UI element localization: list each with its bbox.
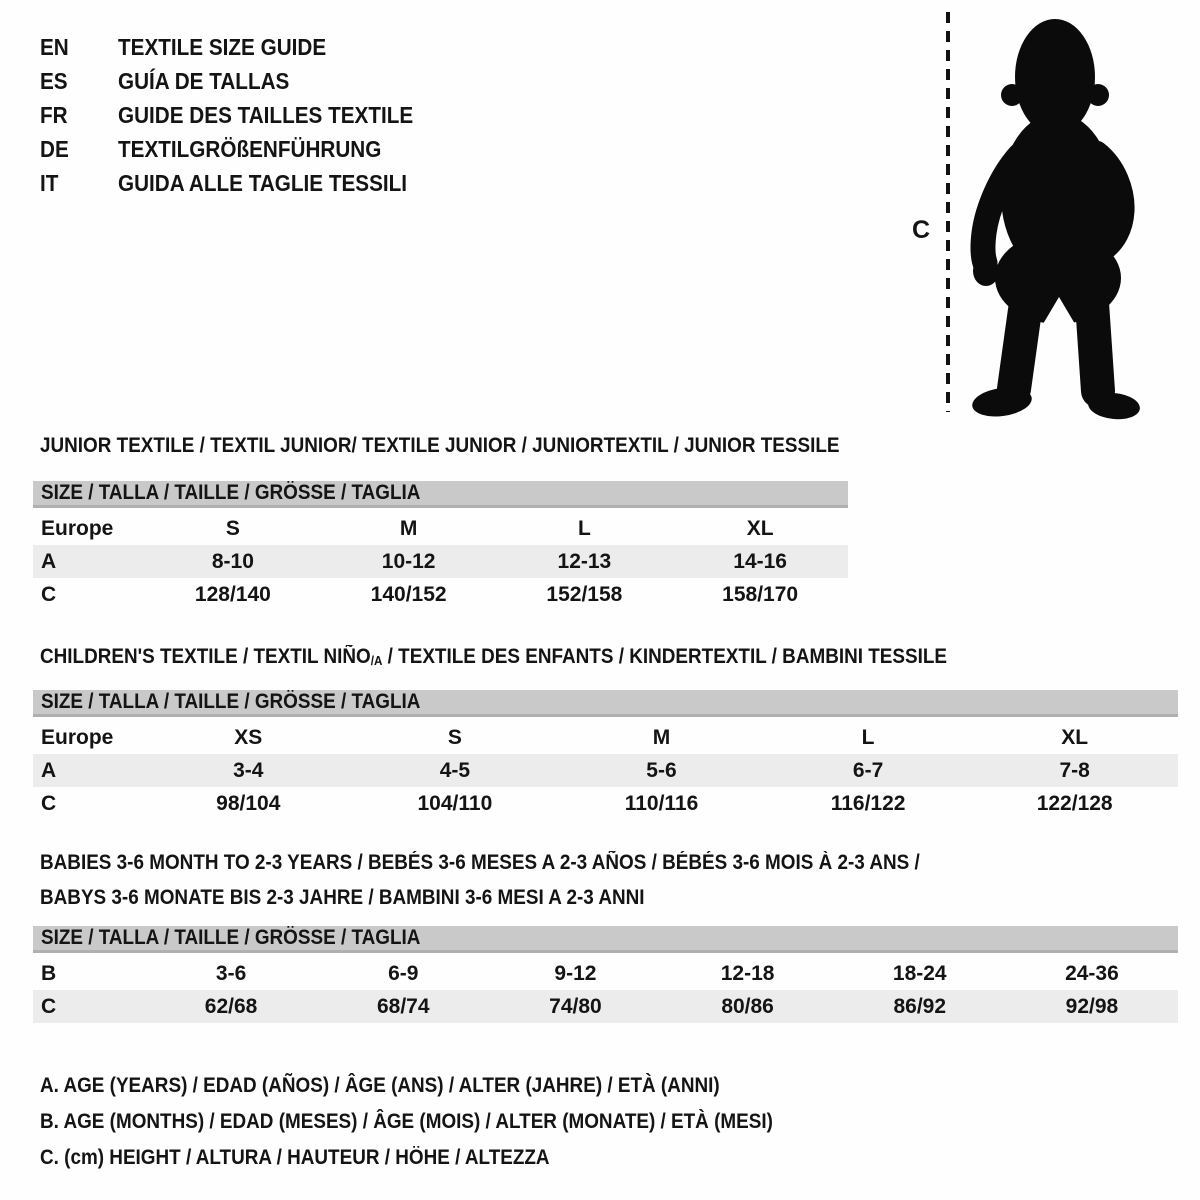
section-heading-children [40, 645, 947, 669]
language-title: GUÍA DE TALLAS [118, 67, 290, 94]
height-cell: 116/122 [830, 791, 906, 815]
height-cell: 92/98 [1065, 994, 1119, 1018]
heading-text: / TEXTILE DES ENFANTS / KINDERTEXTIL / BAMBINI TESSILE [382, 645, 948, 668]
age-cell: 24-36 [1065, 961, 1119, 985]
table-row-height [33, 578, 848, 611]
size-table-children [33, 690, 1178, 820]
height-cell: 62/68 [204, 994, 258, 1018]
age-cell: 14-16 [733, 549, 787, 573]
age-cell: 8-10 [211, 549, 254, 573]
language-code: FR [40, 101, 68, 128]
row-label: Europe [41, 725, 114, 749]
language-list [40, 30, 446, 200]
language-row-fr [40, 98, 446, 132]
section-heading-junior: JUNIOR TEXTILE / TEXTIL JUNIOR/ TEXTILE JUNIOR / JUNIORTEXTIL / JUNIOR TESSILE [40, 434, 840, 457]
height-cell: 128/140 [194, 582, 271, 606]
size-header-bar [33, 926, 1178, 953]
heading-text: CHILDREN'S TEXTILE / TEXTIL NIÑO [40, 645, 371, 668]
age-cell: 9-12 [554, 961, 597, 985]
size-cell: XL [1061, 725, 1089, 749]
table-row-height [33, 787, 1178, 820]
age-cell: 10-12 [381, 549, 436, 573]
table-row-age [33, 754, 1178, 787]
table-row-age-months [33, 957, 1178, 990]
legend [40, 1068, 854, 1176]
table-row-age [33, 545, 848, 578]
age-cell: 12-18 [720, 961, 775, 985]
legend-text: C. (cm) HEIGHT / ALTURA / HAUTEUR / HÖHE / ALTEZZA [40, 1146, 550, 1169]
height-cell: 158/170 [722, 582, 799, 606]
age-cell: 4-5 [439, 758, 471, 782]
height-cell: 152/158 [546, 582, 623, 606]
language-code: IT [40, 169, 59, 196]
age-cell: 3-4 [233, 758, 264, 782]
language-title: GUIDA ALLE TAGLIE TESSILI [118, 169, 408, 196]
size-cell: XL [746, 516, 774, 540]
height-cell: 68/74 [376, 994, 430, 1018]
age-cell: 6-7 [852, 758, 884, 782]
height-cell: 140/152 [370, 582, 447, 606]
row-label: A [41, 549, 57, 573]
language-code: ES [40, 67, 68, 94]
size-header-label: SIZE / TALLA / TAILLE / GRÖSSE / TAGLIA [41, 690, 421, 713]
table-row-europe [33, 721, 1178, 754]
height-cell: 110/116 [624, 791, 699, 815]
size-table-junior [33, 481, 848, 611]
heading-subscript: /A [370, 653, 383, 668]
height-measure-label: C [912, 216, 931, 244]
size-cell: XS [234, 725, 263, 749]
size-cell: L [577, 516, 591, 540]
legend-text: B. AGE (MONTHS) / EDAD (MESES) / ÂGE (MOIS) / ALTER (MONATE) / ETÀ (MESI) [40, 1110, 773, 1133]
size-header-label: SIZE / TALLA / TAILLE / GRÖSSE / TAGLIA [41, 926, 421, 949]
size-header-label: SIZE / TALLA / TAILLE / GRÖSSE / TAGLIA [41, 481, 421, 504]
height-cell: 86/92 [893, 994, 947, 1018]
size-header-bar [33, 690, 1178, 717]
size-cell: S [447, 725, 462, 749]
language-title: GUIDE DES TAILLES TEXTILE [118, 101, 414, 128]
height-cell: 80/86 [721, 994, 774, 1018]
language-code: DE [40, 135, 69, 162]
height-cell: 122/128 [1036, 791, 1113, 815]
age-cell: 12-13 [557, 549, 612, 573]
row-label: B [41, 961, 57, 985]
size-cell: L [861, 725, 875, 749]
language-code: EN [40, 33, 69, 60]
age-cell: 6-9 [388, 961, 419, 985]
size-table-babies [33, 926, 1178, 1023]
language-row-es [40, 64, 446, 98]
size-cell: M [652, 725, 671, 749]
section-heading-babies [40, 845, 1018, 915]
row-label: C [41, 582, 57, 606]
height-cell: 104/110 [417, 791, 493, 815]
age-cell: 18-24 [892, 961, 947, 985]
table-row-europe [33, 512, 848, 545]
language-title: TEXTILGRÖßENFÜHRUNG [118, 135, 382, 162]
size-cell: S [225, 516, 240, 540]
row-label: C [41, 791, 57, 815]
legend-line-a [40, 1068, 854, 1104]
legend-line-b [40, 1104, 854, 1140]
legend-text: A. AGE (YEARS) / EDAD (AÑOS) / ÂGE (ANS) / ALTER (JAHRE) / ETÀ (ANNI) [40, 1074, 720, 1097]
language-row-it [40, 166, 446, 200]
heading-line-2: BABYS 3-6 MONATE BIS 2-3 JAHRE / BAMBINI 3-6 MESI A 2-3 ANNI [40, 885, 645, 909]
height-cell: 74/80 [549, 994, 602, 1018]
row-label: Europe [41, 516, 114, 540]
language-title: TEXTILE SIZE GUIDE [118, 33, 327, 60]
age-cell: 5-6 [646, 758, 677, 782]
toddler-silhouette-icon [940, 5, 1160, 420]
age-cell: 3-6 [215, 961, 247, 985]
legend-line-c [40, 1140, 854, 1176]
height-cell: 98/104 [216, 791, 281, 815]
row-label: C [41, 994, 57, 1018]
size-cell: M [399, 516, 418, 540]
language-row-de [40, 132, 446, 166]
heading-line-1: BABIES 3-6 MONTH TO 2-3 YEARS / BEBÉS 3-6 MESES A 2-3 AÑOS / BÉBÉS 3-6 MOIS À 2-3 ANS / [40, 850, 920, 874]
row-label: A [41, 758, 57, 782]
size-header-bar [33, 481, 848, 508]
table-row-height [33, 990, 1178, 1023]
age-cell: 7-8 [1059, 758, 1090, 782]
language-row-en [40, 30, 446, 64]
